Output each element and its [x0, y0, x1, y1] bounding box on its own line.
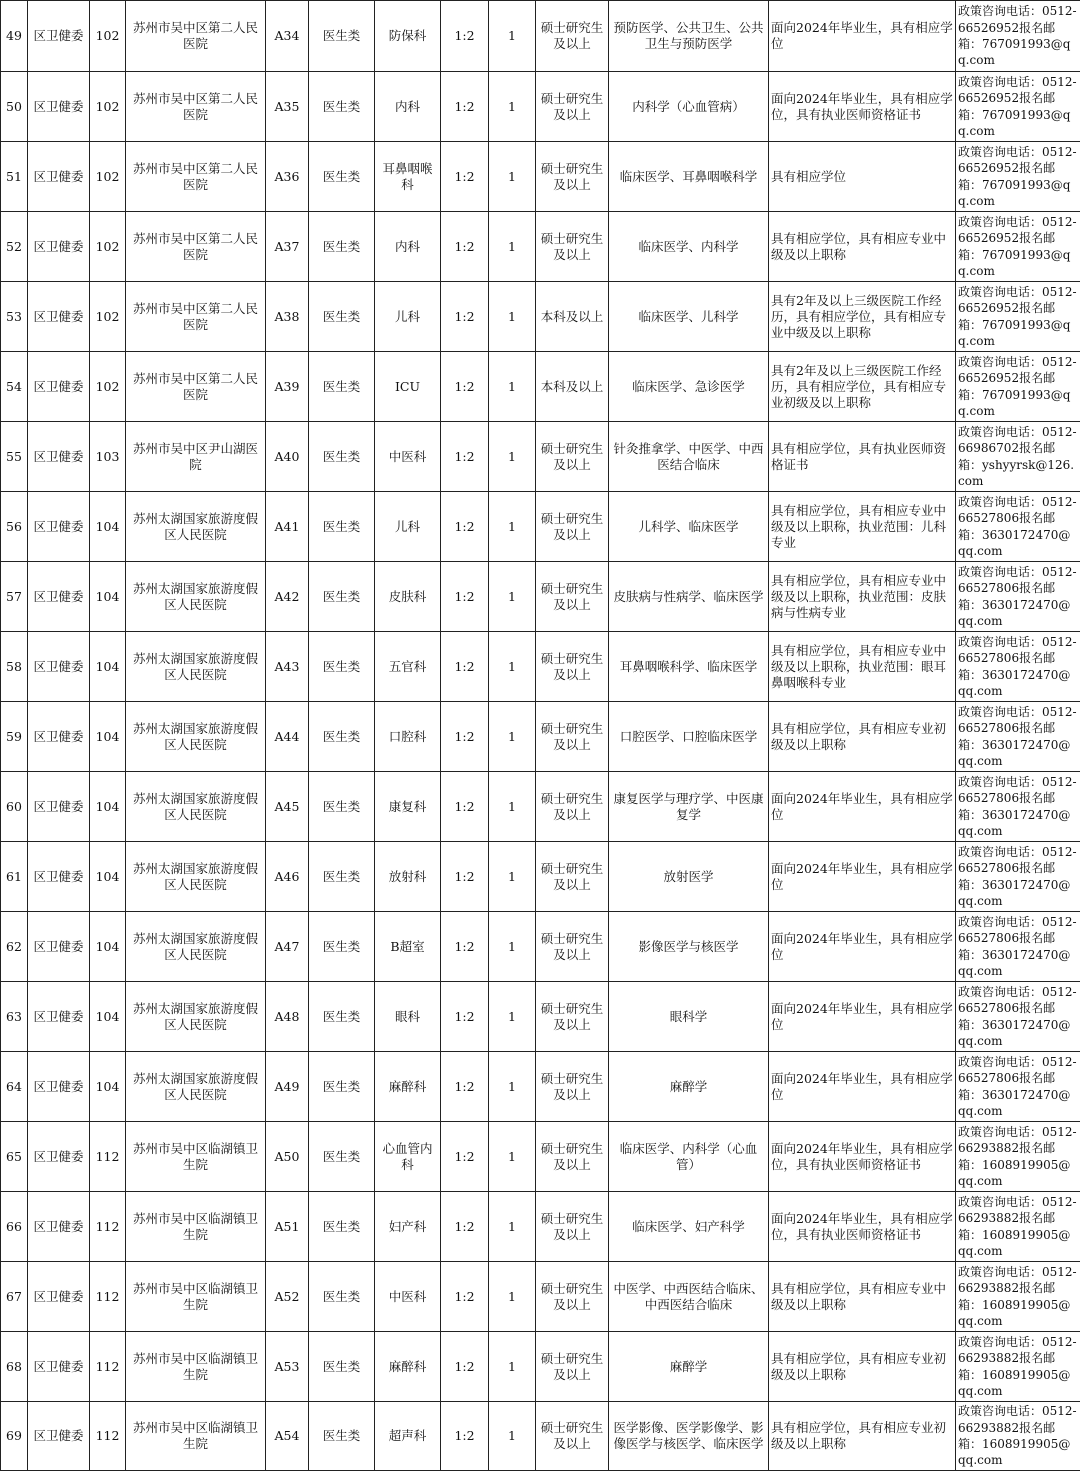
- major-cell: 中医学、中西医结合临床、中西医结合临床: [609, 1262, 769, 1332]
- unit-code-cell: 112: [90, 1122, 126, 1192]
- education-cell: 硕士研究生及以上: [536, 212, 609, 282]
- post-name-cell: 内科: [375, 72, 441, 142]
- unit-code-cell: 104: [90, 1052, 126, 1122]
- headcount-cell: 1: [489, 702, 536, 772]
- post-code-cell: A51: [266, 1192, 309, 1262]
- table-row: [1, 912, 1080, 982]
- headcount-cell: 1: [489, 212, 536, 282]
- headcount-cell: 1: [489, 1262, 536, 1332]
- department-cell: 区卫健委: [28, 1332, 90, 1402]
- department-cell: 区卫健委: [28, 352, 90, 422]
- table-row: [1, 212, 1080, 282]
- post-code-cell: A54: [266, 1402, 309, 1471]
- unit-code-cell: 112: [90, 1192, 126, 1262]
- row-number: 63: [1, 982, 28, 1052]
- exam-ratio-cell: 1:2: [441, 772, 489, 842]
- requirements-cell: 面向2024年毕业生，具有相应学位，具有执业医师资格证书: [769, 72, 956, 142]
- unit-name-cell: 苏州市吴中区第二人民医院: [126, 352, 266, 422]
- requirements-cell: 具有相应学位，具有相应专业初级及以上职称: [769, 702, 956, 772]
- education-cell: 硕士研究生及以上: [536, 1192, 609, 1262]
- major-cell: 针灸推拿学、中医学、中西医结合临床: [609, 422, 769, 492]
- post-category-cell: 医生类: [309, 1052, 375, 1122]
- unit-code-cell: 103: [90, 422, 126, 492]
- post-name-cell: 皮肤科: [375, 562, 441, 632]
- post-name-cell: 中医科: [375, 1262, 441, 1332]
- unit-name-cell: 苏州市吴中区第二人民医院: [126, 72, 266, 142]
- row-number: 60: [1, 772, 28, 842]
- headcount-cell: 1: [489, 492, 536, 562]
- post-name-cell: 超声科: [375, 1402, 441, 1471]
- post-name-cell: 儿科: [375, 282, 441, 352]
- post-name-cell: 防保科: [375, 1, 441, 72]
- contact-cell: 政策咨询电话：0512-66527806报名邮箱：3630172470@qq.com: [956, 1052, 1080, 1122]
- headcount-cell: 1: [489, 1, 536, 72]
- row-number: 64: [1, 1052, 28, 1122]
- post-name-cell: 眼科: [375, 982, 441, 1052]
- requirements-cell: 具有相应学位，具有相应专业中级及以上职称，执业范围：眼耳鼻咽喉科专业: [769, 632, 956, 702]
- post-category-cell: 医生类: [309, 1192, 375, 1262]
- education-cell: 硕士研究生及以上: [536, 1122, 609, 1192]
- headcount-cell: 1: [489, 842, 536, 912]
- table-row: [1, 1262, 1080, 1332]
- contact-cell: 政策咨询电话：0512-66527806报名邮箱：3630172470@qq.com: [956, 842, 1080, 912]
- exam-ratio-cell: 1:2: [441, 842, 489, 912]
- exam-ratio-cell: 1:2: [441, 422, 489, 492]
- contact-cell: 政策咨询电话：0512-66526952报名邮箱：767091993@qq.com: [956, 1, 1080, 72]
- requirements-cell: 具有相应学位，具有相应专业中级及以上职称: [769, 212, 956, 282]
- department-cell: 区卫健委: [28, 1, 90, 72]
- contact-cell: 政策咨询电话：0512-66293882报名邮箱：1608919905@qq.com: [956, 1262, 1080, 1332]
- post-code-cell: A38: [266, 282, 309, 352]
- unit-name-cell: 苏州市吴中区临湖镇卫生院: [126, 1192, 266, 1262]
- major-cell: 麻醉学: [609, 1332, 769, 1402]
- exam-ratio-cell: 1:2: [441, 282, 489, 352]
- unit-code-cell: 104: [90, 632, 126, 702]
- post-category-cell: 医生类: [309, 422, 375, 492]
- post-category-cell: 医生类: [309, 632, 375, 702]
- post-code-cell: A49: [266, 1052, 309, 1122]
- exam-ratio-cell: 1:2: [441, 1052, 489, 1122]
- major-cell: 儿科学、临床医学: [609, 492, 769, 562]
- table-row: [1, 352, 1080, 422]
- exam-ratio-cell: 1:2: [441, 562, 489, 632]
- contact-cell: 政策咨询电话：0512-66527806报名邮箱：3630172470@qq.com: [956, 982, 1080, 1052]
- post-category-cell: 医生类: [309, 982, 375, 1052]
- row-number: 57: [1, 562, 28, 632]
- major-cell: 临床医学、妇产科学: [609, 1192, 769, 1262]
- post-name-cell: 康复科: [375, 772, 441, 842]
- unit-name-cell: 苏州太湖国家旅游度假区人民医院: [126, 632, 266, 702]
- post-category-cell: 医生类: [309, 912, 375, 982]
- post-category-cell: 医生类: [309, 702, 375, 772]
- exam-ratio-cell: 1:2: [441, 1, 489, 72]
- table-row: [1, 282, 1080, 352]
- table-row: [1, 1332, 1080, 1402]
- contact-cell: 政策咨询电话：0512-66527806报名邮箱：3630172470@qq.com: [956, 702, 1080, 772]
- department-cell: 区卫健委: [28, 1192, 90, 1262]
- unit-code-cell: 102: [90, 352, 126, 422]
- department-cell: 区卫健委: [28, 142, 90, 212]
- exam-ratio-cell: 1:2: [441, 1192, 489, 1262]
- headcount-cell: 1: [489, 1402, 536, 1471]
- contact-cell: 政策咨询电话：0512-66986702报名邮箱：yshyyrsk@126.com: [956, 422, 1080, 492]
- table-row: [1, 702, 1080, 772]
- exam-ratio-cell: 1:2: [441, 142, 489, 212]
- post-name-cell: 心血管内科: [375, 1122, 441, 1192]
- unit-code-cell: 104: [90, 702, 126, 772]
- unit-code-cell: 104: [90, 842, 126, 912]
- major-cell: 预防医学、公共卫生、公共卫生与预防医学: [609, 1, 769, 72]
- education-cell: 硕士研究生及以上: [536, 422, 609, 492]
- exam-ratio-cell: 1:2: [441, 212, 489, 282]
- requirements-cell: 具有相应学位，具有相应专业中级及以上职称，执业范围：儿科专业: [769, 492, 956, 562]
- row-number: 55: [1, 422, 28, 492]
- major-cell: 临床医学、急诊医学: [609, 352, 769, 422]
- row-number: 62: [1, 912, 28, 982]
- post-code-cell: A42: [266, 562, 309, 632]
- unit-code-cell: 112: [90, 1402, 126, 1471]
- post-category-cell: 医生类: [309, 562, 375, 632]
- post-category-cell: 医生类: [309, 212, 375, 282]
- headcount-cell: 1: [489, 142, 536, 212]
- row-number: 54: [1, 352, 28, 422]
- education-cell: 硕士研究生及以上: [536, 1332, 609, 1402]
- table-row: [1, 1, 1080, 72]
- headcount-cell: 1: [489, 772, 536, 842]
- unit-name-cell: 苏州太湖国家旅游度假区人民医院: [126, 702, 266, 772]
- headcount-cell: 1: [489, 912, 536, 982]
- unit-code-cell: 102: [90, 282, 126, 352]
- contact-cell: 政策咨询电话：0512-66526952报名邮箱：767091993@qq.com: [956, 282, 1080, 352]
- unit-name-cell: 苏州市吴中区尹山湖医院: [126, 422, 266, 492]
- department-cell: 区卫健委: [28, 1402, 90, 1471]
- unit-name-cell: 苏州太湖国家旅游度假区人民医院: [126, 562, 266, 632]
- post-code-cell: A36: [266, 142, 309, 212]
- exam-ratio-cell: 1:2: [441, 1332, 489, 1402]
- unit-code-cell: 112: [90, 1332, 126, 1402]
- major-cell: 影像医学与核医学: [609, 912, 769, 982]
- post-code-cell: A40: [266, 422, 309, 492]
- contact-cell: 政策咨询电话：0512-66293882报名邮箱：1608919905@qq.com: [956, 1332, 1080, 1402]
- department-cell: 区卫健委: [28, 632, 90, 702]
- major-cell: 麻醉学: [609, 1052, 769, 1122]
- row-number: 67: [1, 1262, 28, 1332]
- post-code-cell: A35: [266, 72, 309, 142]
- post-name-cell: 放射科: [375, 842, 441, 912]
- requirements-cell: 具有2年及以上三级医院工作经历，具有相应学位，具有相应专业中级及以上职称: [769, 282, 956, 352]
- department-cell: 区卫健委: [28, 1122, 90, 1192]
- requirements-cell: 面向2024年毕业生，具有相应学位: [769, 1, 956, 72]
- unit-name-cell: 苏州市吴中区临湖镇卫生院: [126, 1332, 266, 1402]
- department-cell: 区卫健委: [28, 912, 90, 982]
- contact-cell: 政策咨询电话：0512-66527806报名邮箱：3630172470@qq.com: [956, 492, 1080, 562]
- table-row: [1, 492, 1080, 562]
- requirements-cell: 具有相应学位，具有相应专业初级及以上职称: [769, 1402, 956, 1471]
- requirements-cell: 具有相应学位，具有执业医师资格证书: [769, 422, 956, 492]
- post-category-cell: 医生类: [309, 1332, 375, 1402]
- contact-cell: 政策咨询电话：0512-66527806报名邮箱：3630172470@qq.com: [956, 562, 1080, 632]
- unit-name-cell: 苏州太湖国家旅游度假区人民医院: [126, 772, 266, 842]
- major-cell: 放射医学: [609, 842, 769, 912]
- row-number: 53: [1, 282, 28, 352]
- requirements-cell: 具有相应学位: [769, 142, 956, 212]
- post-name-cell: ICU: [375, 352, 441, 422]
- headcount-cell: 1: [489, 1052, 536, 1122]
- table-row: [1, 842, 1080, 912]
- row-number: 50: [1, 72, 28, 142]
- department-cell: 区卫健委: [28, 422, 90, 492]
- post-code-cell: A37: [266, 212, 309, 282]
- exam-ratio-cell: 1:2: [441, 1122, 489, 1192]
- contact-cell: 政策咨询电话：0512-66526952报名邮箱：767091993@qq.com: [956, 352, 1080, 422]
- education-cell: 硕士研究生及以上: [536, 702, 609, 772]
- major-cell: 临床医学、耳鼻咽喉科学: [609, 142, 769, 212]
- exam-ratio-cell: 1:2: [441, 352, 489, 422]
- department-cell: 区卫健委: [28, 1262, 90, 1332]
- exam-ratio-cell: 1:2: [441, 912, 489, 982]
- department-cell: 区卫健委: [28, 1052, 90, 1122]
- contact-cell: 政策咨询电话：0512-66527806报名邮箱：3630172470@qq.com: [956, 912, 1080, 982]
- requirements-cell: 面向2024年毕业生，具有相应学位，具有执业医师资格证书: [769, 1122, 956, 1192]
- department-cell: 区卫健委: [28, 702, 90, 772]
- post-category-cell: 医生类: [309, 1, 375, 72]
- unit-code-cell: 104: [90, 772, 126, 842]
- requirements-cell: 具有相应学位，具有相应专业初级及以上职称: [769, 1332, 956, 1402]
- post-name-cell: 麻醉科: [375, 1332, 441, 1402]
- headcount-cell: 1: [489, 282, 536, 352]
- post-category-cell: 医生类: [309, 842, 375, 912]
- exam-ratio-cell: 1:2: [441, 982, 489, 1052]
- post-category-cell: 医生类: [309, 772, 375, 842]
- table-row: [1, 422, 1080, 492]
- unit-name-cell: 苏州市吴中区第二人民医院: [126, 1, 266, 72]
- requirements-cell: 具有相应学位，具有相应专业中级及以上职称，执业范围：皮肤病与性病专业: [769, 562, 956, 632]
- education-cell: 硕士研究生及以上: [536, 1052, 609, 1122]
- unit-code-cell: 104: [90, 982, 126, 1052]
- table-row: [1, 1192, 1080, 1262]
- row-number: 65: [1, 1122, 28, 1192]
- unit-name-cell: 苏州太湖国家旅游度假区人民医院: [126, 1052, 266, 1122]
- unit-code-cell: 102: [90, 142, 126, 212]
- post-code-cell: A48: [266, 982, 309, 1052]
- department-cell: 区卫健委: [28, 72, 90, 142]
- headcount-cell: 1: [489, 562, 536, 632]
- contact-cell: 政策咨询电话：0512-66293882报名邮箱：1608919905@qq.com: [956, 1122, 1080, 1192]
- post-code-cell: A43: [266, 632, 309, 702]
- row-number: 51: [1, 142, 28, 212]
- unit-code-cell: 112: [90, 1262, 126, 1332]
- department-cell: 区卫健委: [28, 772, 90, 842]
- unit-name-cell: 苏州市吴中区第二人民医院: [126, 212, 266, 282]
- department-cell: 区卫健委: [28, 282, 90, 352]
- table-row: [1, 72, 1080, 142]
- unit-code-cell: 104: [90, 492, 126, 562]
- major-cell: 临床医学、儿科学: [609, 282, 769, 352]
- requirements-cell: 具有相应学位，具有相应专业中级及以上职称: [769, 1262, 956, 1332]
- department-cell: 区卫健委: [28, 212, 90, 282]
- contact-cell: 政策咨询电话：0512-66527806报名邮箱：3630172470@qq.com: [956, 632, 1080, 702]
- post-category-cell: 医生类: [309, 1122, 375, 1192]
- unit-name-cell: 苏州市吴中区临湖镇卫生院: [126, 1122, 266, 1192]
- department-cell: 区卫健委: [28, 982, 90, 1052]
- major-cell: 眼科学: [609, 982, 769, 1052]
- row-number: 68: [1, 1332, 28, 1402]
- post-code-cell: A50: [266, 1122, 309, 1192]
- major-cell: 口腔医学、口腔临床医学: [609, 702, 769, 772]
- row-number: 58: [1, 632, 28, 702]
- row-number: 69: [1, 1402, 28, 1471]
- contact-cell: 政策咨询电话：0512-66527806报名邮箱：3630172470@qq.com: [956, 772, 1080, 842]
- unit-name-cell: 苏州市吴中区临湖镇卫生院: [126, 1262, 266, 1332]
- post-name-cell: 妇产科: [375, 1192, 441, 1262]
- post-name-cell: 中医科: [375, 422, 441, 492]
- unit-name-cell: 苏州市吴中区临湖镇卫生院: [126, 1402, 266, 1471]
- post-code-cell: A45: [266, 772, 309, 842]
- post-code-cell: A41: [266, 492, 309, 562]
- table-row: [1, 1402, 1080, 1471]
- exam-ratio-cell: 1:2: [441, 72, 489, 142]
- post-code-cell: A44: [266, 702, 309, 772]
- post-code-cell: A46: [266, 842, 309, 912]
- department-cell: 区卫健委: [28, 842, 90, 912]
- unit-code-cell: 102: [90, 212, 126, 282]
- headcount-cell: 1: [489, 1122, 536, 1192]
- post-category-cell: 医生类: [309, 72, 375, 142]
- major-cell: 临床医学、内科学: [609, 212, 769, 282]
- requirements-cell: 面向2024年毕业生，具有相应学位: [769, 842, 956, 912]
- education-cell: 本科及以上: [536, 352, 609, 422]
- unit-code-cell: 104: [90, 562, 126, 632]
- department-cell: 区卫健委: [28, 492, 90, 562]
- table-row: [1, 632, 1080, 702]
- unit-name-cell: 苏州市吴中区第二人民医院: [126, 142, 266, 212]
- contact-cell: 政策咨询电话：0512-66526952报名邮箱：767091993@qq.com: [956, 212, 1080, 282]
- headcount-cell: 1: [489, 352, 536, 422]
- major-cell: 临床医学、内科学（心血管）: [609, 1122, 769, 1192]
- requirements-cell: 面向2024年毕业生，具有相应学位: [769, 912, 956, 982]
- unit-name-cell: 苏州太湖国家旅游度假区人民医院: [126, 842, 266, 912]
- unit-code-cell: 102: [90, 1, 126, 72]
- education-cell: 硕士研究生及以上: [536, 562, 609, 632]
- table-row: [1, 142, 1080, 212]
- unit-code-cell: 102: [90, 72, 126, 142]
- exam-ratio-cell: 1:2: [441, 702, 489, 772]
- major-cell: 内科学（心血管病）: [609, 72, 769, 142]
- post-category-cell: 医生类: [309, 1262, 375, 1332]
- education-cell: 硕士研究生及以上: [536, 72, 609, 142]
- table-row: [1, 772, 1080, 842]
- education-cell: 硕士研究生及以上: [536, 1262, 609, 1332]
- unit-name-cell: 苏州太湖国家旅游度假区人民医院: [126, 492, 266, 562]
- requirements-cell: 面向2024年毕业生，具有相应学位: [769, 772, 956, 842]
- unit-name-cell: 苏州市吴中区第二人民医院: [126, 282, 266, 352]
- unit-name-cell: 苏州太湖国家旅游度假区人民医院: [126, 982, 266, 1052]
- post-name-cell: 内科: [375, 212, 441, 282]
- contact-cell: 政策咨询电话：0512-66526952报名邮箱：767091993@qq.com: [956, 72, 1080, 142]
- post-category-cell: 医生类: [309, 142, 375, 212]
- table-row: [1, 562, 1080, 632]
- row-number: 66: [1, 1192, 28, 1262]
- education-cell: 硕士研究生及以上: [536, 492, 609, 562]
- post-code-cell: A34: [266, 1, 309, 72]
- exam-ratio-cell: 1:2: [441, 1402, 489, 1471]
- education-cell: 硕士研究生及以上: [536, 1402, 609, 1471]
- table-row: [1, 1052, 1080, 1122]
- row-number: 61: [1, 842, 28, 912]
- post-name-cell: 耳鼻咽喉科: [375, 142, 441, 212]
- unit-code-cell: 104: [90, 912, 126, 982]
- post-code-cell: A39: [266, 352, 309, 422]
- requirements-cell: 面向2024年毕业生，具有相应学位: [769, 1052, 956, 1122]
- contact-cell: 政策咨询电话：0512-66526952报名邮箱：767091993@qq.com: [956, 142, 1080, 212]
- education-cell: 硕士研究生及以上: [536, 1, 609, 72]
- headcount-cell: 1: [489, 632, 536, 702]
- row-number: 52: [1, 212, 28, 282]
- post-name-cell: B超室: [375, 912, 441, 982]
- major-cell: 康复医学与理疗学、中医康复学: [609, 772, 769, 842]
- post-code-cell: A52: [266, 1262, 309, 1332]
- education-cell: 硕士研究生及以上: [536, 842, 609, 912]
- table-body: [1, 1, 1080, 1471]
- headcount-cell: 1: [489, 422, 536, 492]
- post-category-cell: 医生类: [309, 1402, 375, 1471]
- post-name-cell: 麻醉科: [375, 1052, 441, 1122]
- row-number: 56: [1, 492, 28, 562]
- education-cell: 本科及以上: [536, 282, 609, 352]
- post-name-cell: 五官科: [375, 632, 441, 702]
- education-cell: 硕士研究生及以上: [536, 772, 609, 842]
- contact-cell: 政策咨询电话：0512-66293882报名邮箱：1608919905@qq.com: [956, 1192, 1080, 1262]
- post-code-cell: A53: [266, 1332, 309, 1402]
- education-cell: 硕士研究生及以上: [536, 142, 609, 212]
- post-name-cell: 口腔科: [375, 702, 441, 772]
- post-category-cell: 医生类: [309, 352, 375, 422]
- post-name-cell: 儿科: [375, 492, 441, 562]
- exam-ratio-cell: 1:2: [441, 1262, 489, 1332]
- education-cell: 硕士研究生及以上: [536, 912, 609, 982]
- row-number: 49: [1, 1, 28, 72]
- requirements-cell: 面向2024年毕业生，具有相应学位，具有执业医师资格证书: [769, 1192, 956, 1262]
- headcount-cell: 1: [489, 1192, 536, 1262]
- headcount-cell: 1: [489, 1332, 536, 1402]
- education-cell: 硕士研究生及以上: [536, 632, 609, 702]
- education-cell: 硕士研究生及以上: [536, 982, 609, 1052]
- row-number: 59: [1, 702, 28, 772]
- major-cell: 医学影像、医学影像学、影像医学与核医学、临床医学: [609, 1402, 769, 1471]
- requirements-cell: 面向2024年毕业生，具有相应学位: [769, 982, 956, 1052]
- headcount-cell: 1: [489, 72, 536, 142]
- post-category-cell: 医生类: [309, 282, 375, 352]
- contact-cell: 政策咨询电话：0512-66293882报名邮箱：1608919905@qq.com: [956, 1402, 1080, 1471]
- table-row: [1, 1122, 1080, 1192]
- department-cell: 区卫健委: [28, 562, 90, 632]
- post-code-cell: A47: [266, 912, 309, 982]
- exam-ratio-cell: 1:2: [441, 632, 489, 702]
- table-row: [1, 982, 1080, 1052]
- unit-name-cell: 苏州太湖国家旅游度假区人民医院: [126, 912, 266, 982]
- requirements-cell: 具有2年及以上三级医院工作经历，具有相应学位，具有相应专业初级及以上职称: [769, 352, 956, 422]
- post-category-cell: 医生类: [309, 492, 375, 562]
- exam-ratio-cell: 1:2: [441, 492, 489, 562]
- major-cell: 耳鼻咽喉科学、临床医学: [609, 632, 769, 702]
- headcount-cell: 1: [489, 982, 536, 1052]
- major-cell: 皮肤病与性病学、临床医学: [609, 562, 769, 632]
